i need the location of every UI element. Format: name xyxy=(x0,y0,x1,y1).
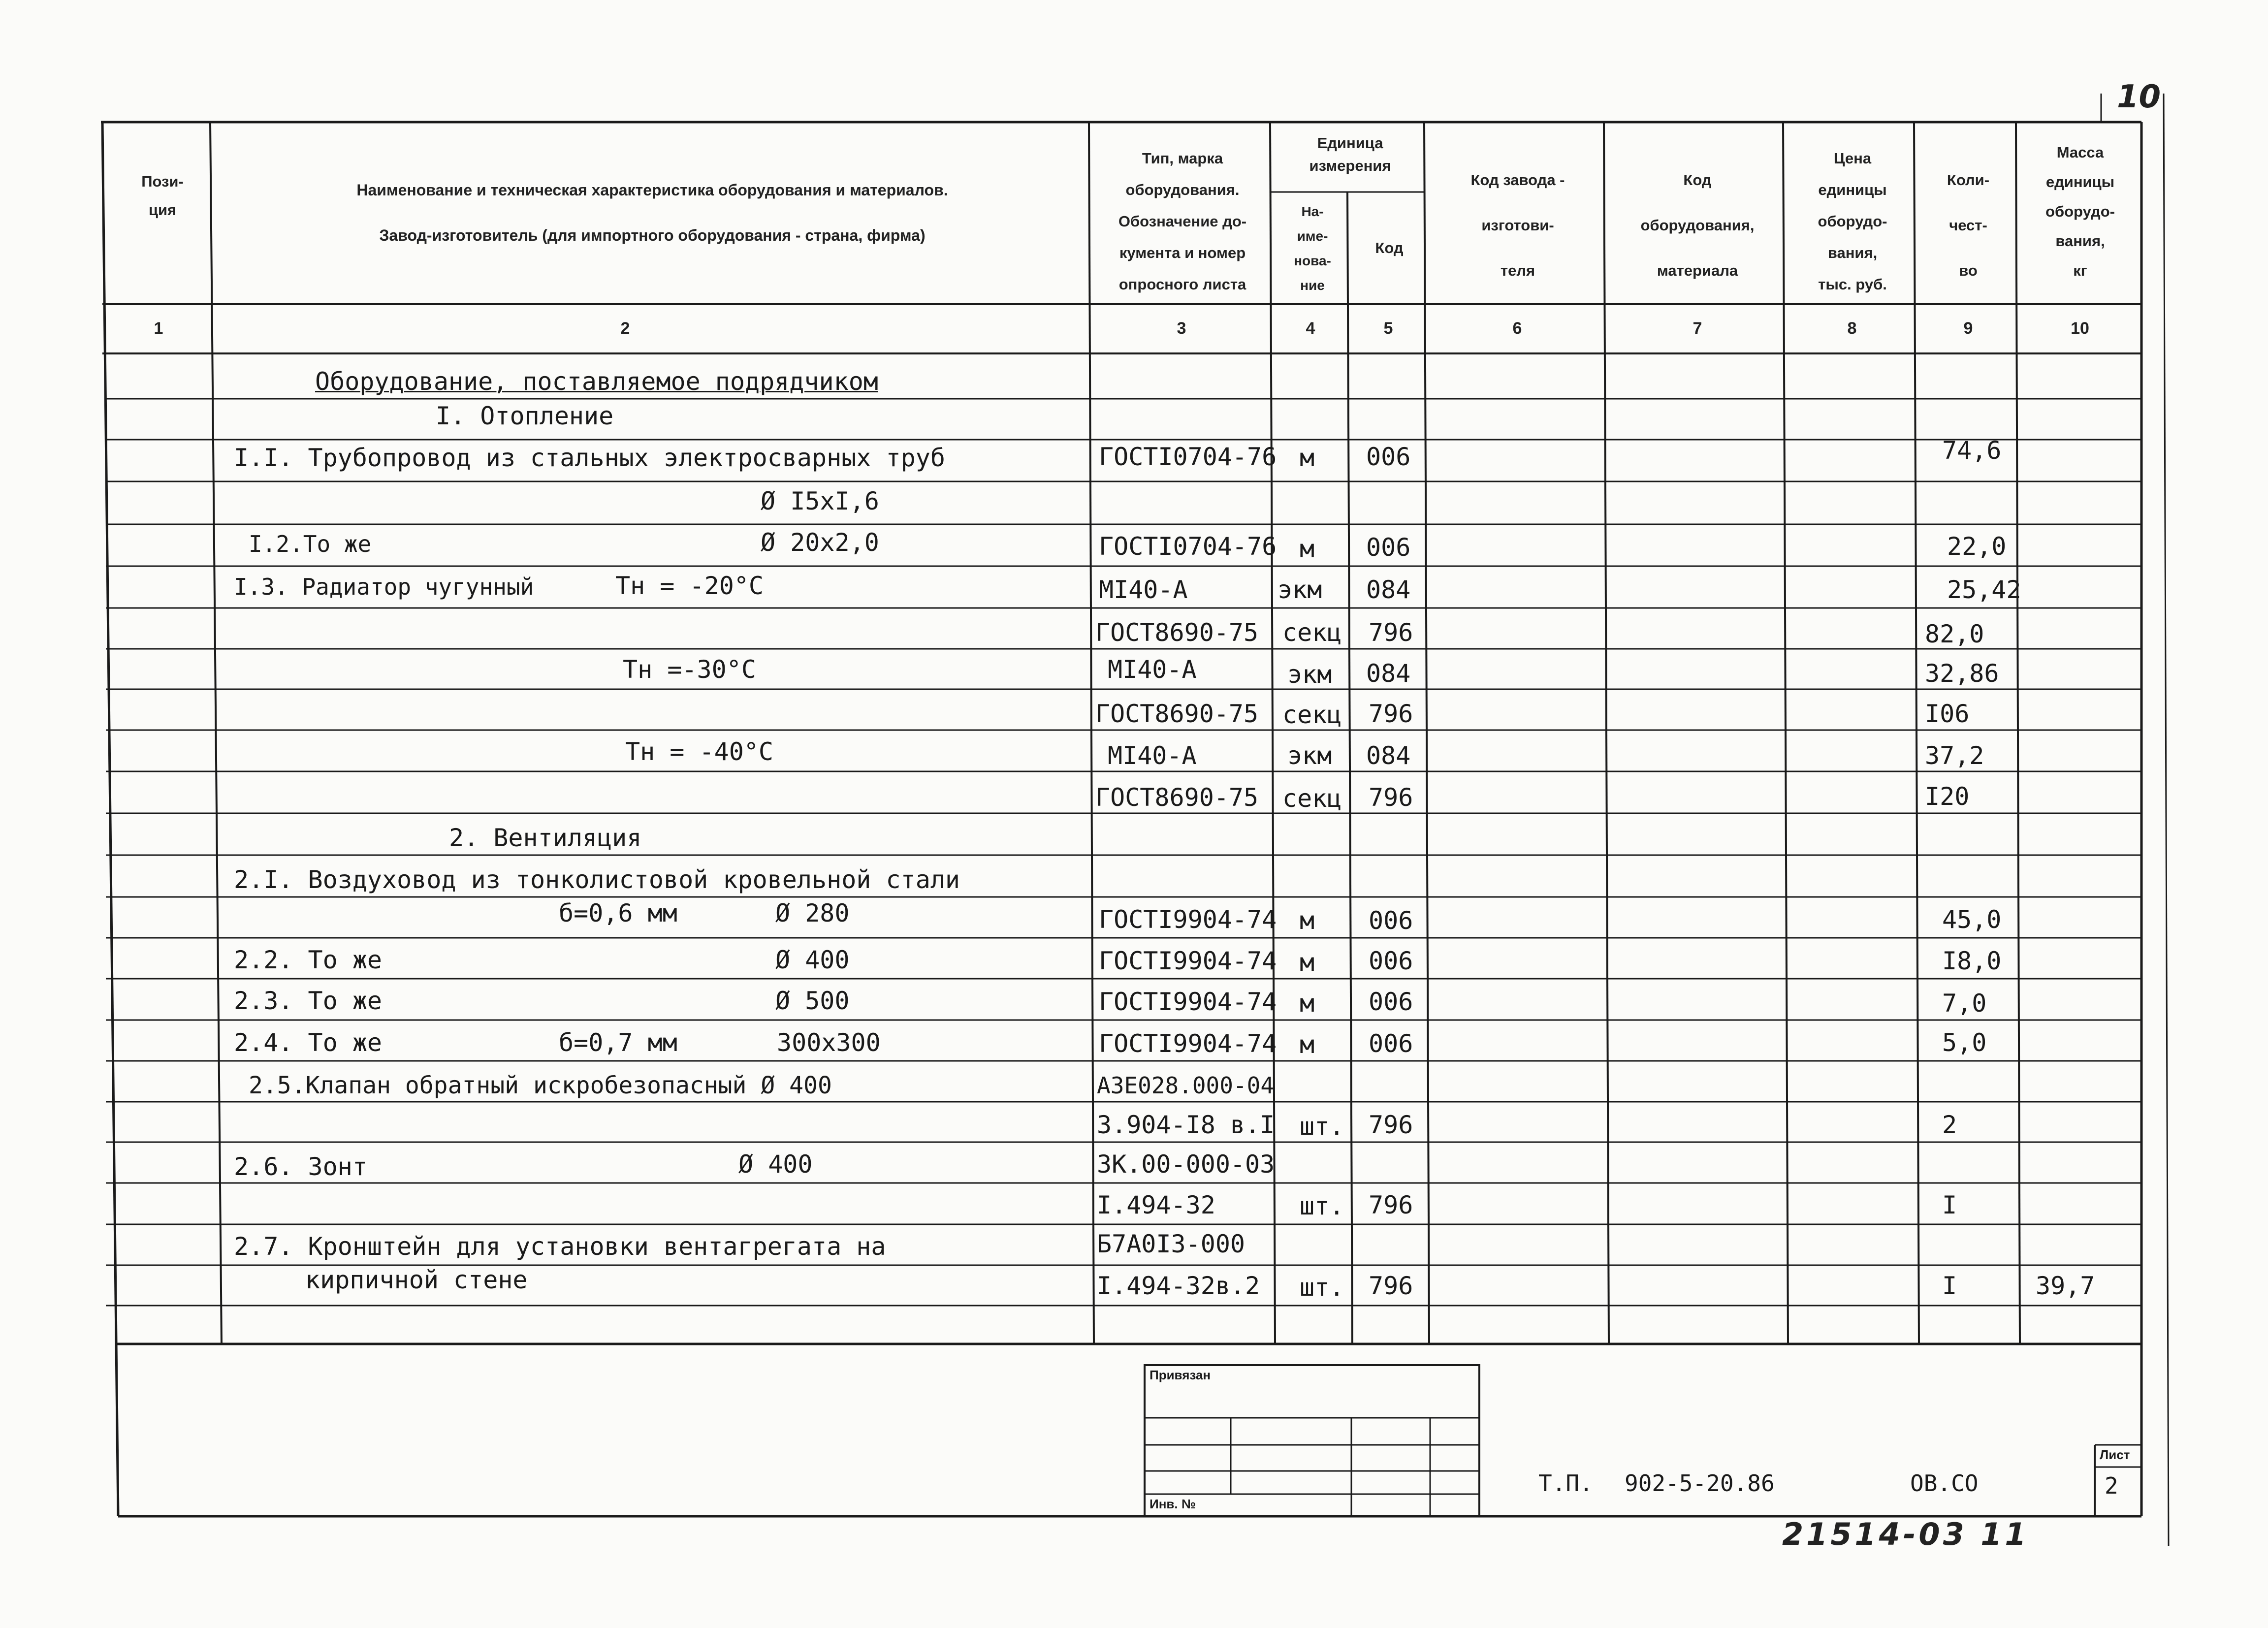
row-code: 084 xyxy=(1366,659,1411,688)
row-name: 2.3. То же xyxy=(234,987,383,1015)
row-qty: I8,0 xyxy=(1942,947,2002,975)
doc-number: 902-5-20.86 xyxy=(1625,1470,1775,1497)
row-doc: АЗЕ028.000-04 xyxy=(1097,1072,1275,1099)
row-name: 2.4. То же xyxy=(234,1028,383,1057)
row-unit: м xyxy=(1300,444,1315,472)
header-line: нова- xyxy=(1294,253,1331,268)
row-code: 796 xyxy=(1369,700,1413,728)
row-name: I.3. Радиатор чугунный xyxy=(234,574,534,600)
row-code: 084 xyxy=(1366,575,1411,604)
row-code: 006 xyxy=(1369,988,1413,1016)
header-position xyxy=(116,167,209,224)
row-name-extra: Ø I5xI,6 xyxy=(761,487,879,515)
row-code: 796 xyxy=(1369,618,1413,647)
column-number: 6 xyxy=(1512,319,1522,338)
row-unit: м xyxy=(1300,1030,1315,1059)
inv-number-label: Инв. № xyxy=(1150,1497,1196,1511)
header-price xyxy=(1788,143,1917,300)
header-line: Код завода - xyxy=(1470,171,1565,189)
row-qty: 32,86 xyxy=(1925,659,1999,688)
column-number: 2 xyxy=(620,319,630,338)
row-code: 796 xyxy=(1369,1191,1413,1219)
header-line: На- xyxy=(1301,204,1324,219)
header-line: Коли- xyxy=(1947,171,1990,189)
row-name-extra: Ø 400 xyxy=(775,946,850,974)
handwritten-inventory-number: 21514-03 11 xyxy=(1782,1516,2029,1552)
header-line: Обозначение до- xyxy=(1118,213,1247,230)
row-qty: 7,0 xyxy=(1942,989,1987,1018)
row-unit: шт. xyxy=(1300,1192,1344,1220)
row-doc: ГОСТI9904-74 xyxy=(1099,988,1277,1016)
row-qty: I xyxy=(1942,1272,1957,1300)
column-number: 4 xyxy=(1306,319,1315,338)
header-line: оборудо- xyxy=(2045,203,2115,220)
row-doc: МI40-А xyxy=(1108,655,1197,684)
section-title: Оборудование, поставляемое подрядчиком xyxy=(315,367,878,396)
row-name-extra: Ø 20x2,0 xyxy=(761,528,879,557)
row-name: 2.2. То же xyxy=(234,946,383,974)
header-line: кумента и номер xyxy=(1119,244,1246,261)
header-line: теля xyxy=(1500,262,1535,279)
subsection-title: 2. Вентиляция xyxy=(449,824,642,852)
column-number: 1 xyxy=(154,319,163,338)
row-code: 796 xyxy=(1369,1272,1413,1300)
row-qty: 2 xyxy=(1942,1111,1957,1139)
row-code: 006 xyxy=(1366,443,1411,471)
row-unit: экм xyxy=(1287,660,1332,689)
header-type xyxy=(1094,143,1271,300)
row-name: 2.6. Зонт xyxy=(234,1152,367,1181)
privyazan-label: Привязан xyxy=(1150,1368,1211,1382)
column-number: 10 xyxy=(2071,319,2089,338)
header-line: ние xyxy=(1300,278,1325,293)
row-unit: м xyxy=(1300,948,1315,977)
row-name-extra: Тн = -40°С xyxy=(625,737,774,766)
header-line: Масса xyxy=(2056,144,2104,161)
row-qty: 5,0 xyxy=(1942,1028,1987,1057)
header-equipment-code xyxy=(1609,158,1786,293)
row-qty: 25,42 xyxy=(1947,575,2021,604)
header-line: во xyxy=(1959,262,1978,279)
header-line: изготови- xyxy=(1481,217,1554,234)
row-code: 084 xyxy=(1366,741,1411,770)
header-line: кг xyxy=(2073,262,2087,279)
column-number: 9 xyxy=(1963,319,1973,338)
row-doc: МI40-А xyxy=(1108,741,1197,770)
row-doc: ГОСТ8690-75 xyxy=(1095,783,1259,812)
column-number: 3 xyxy=(1177,319,1186,338)
row-doc: I.494-32в.2 xyxy=(1097,1272,1260,1300)
row-code: 006 xyxy=(1369,906,1413,935)
row-doc: 3.904-I8 в.I xyxy=(1097,1111,1275,1139)
row-unit: м xyxy=(1300,989,1315,1018)
row-code: 006 xyxy=(1366,533,1411,562)
row-doc: ГОСТI9904-74 xyxy=(1099,1029,1277,1058)
row-qty: I xyxy=(1942,1191,1957,1219)
row-qty: 82,0 xyxy=(1925,620,1984,648)
header-line: Наименование и техническая характеристика оборудования и материалов. xyxy=(356,181,948,199)
row-doc: ГОСТI0704-76 xyxy=(1099,443,1277,471)
header-factory-code xyxy=(1429,158,1606,293)
header-line: име- xyxy=(1297,228,1328,244)
row-doc: I.494-32 xyxy=(1097,1191,1215,1219)
row-name-extra: Ø 400 xyxy=(738,1150,813,1179)
row-qty: 37,2 xyxy=(1925,741,1984,770)
row-mass: 39,7 xyxy=(2036,1272,2095,1300)
row-unit: секц xyxy=(1282,618,1342,647)
row-name: б=0,6 мм xyxy=(559,899,677,927)
row-doc: ГОСТ8690-75 xyxy=(1095,700,1259,728)
handwritten-page-number: 10 xyxy=(2117,79,2161,115)
header-name xyxy=(222,167,1083,258)
row-doc: ГОСТI9904-74 xyxy=(1099,947,1277,975)
header-line: вания, xyxy=(2055,232,2105,250)
header-line: Завод-изготовитель (для импортного оборудования - страна, фирма) xyxy=(379,226,926,244)
row-doc: ГОСТ8690-75 xyxy=(1095,618,1259,647)
row-name-extra: Тн =-30°С xyxy=(623,655,756,684)
column-number: 7 xyxy=(1693,319,1702,338)
row-name-extra: 300x300 xyxy=(777,1028,881,1057)
row-qty: 74,6 xyxy=(1942,436,2002,465)
row-name-extra: Ø 500 xyxy=(775,987,850,1015)
row-name-extra: Тн = -20°С xyxy=(615,572,764,600)
row-name: кирпичной стене xyxy=(305,1266,528,1294)
header-line: опросного листа xyxy=(1118,276,1246,293)
row-unit: экм xyxy=(1278,575,1322,604)
row-name: I.2.То же xyxy=(249,531,372,557)
row-doc: МI40-А xyxy=(1099,575,1188,604)
doc-code: Т.П. xyxy=(1538,1470,1593,1497)
header-quantity xyxy=(1919,158,2017,293)
header-line: Пози- xyxy=(141,173,184,190)
header-line: Код xyxy=(1683,171,1712,189)
header-line: оборудо- xyxy=(1818,213,1887,230)
row-qty: I06 xyxy=(1925,700,1970,728)
row-doc: Б7А0I3-000 xyxy=(1097,1230,1246,1258)
row-name-extra: Ø 280 xyxy=(775,899,850,927)
header-line: единицы xyxy=(2045,173,2115,191)
header-line: ция xyxy=(148,201,177,219)
row-unit: м xyxy=(1300,906,1315,935)
column-number: 8 xyxy=(1847,319,1857,338)
row-name: 2.I. Воздуховод из тонколистовой кровельной стали xyxy=(234,865,960,894)
row-unit: шт. xyxy=(1300,1112,1344,1141)
header-line: оборудования, xyxy=(1640,217,1755,234)
subsection-title: I. Отопление xyxy=(436,402,614,430)
row-doc: ГОСТI9904-74 xyxy=(1099,905,1277,934)
header-line: тыс. руб. xyxy=(1818,276,1887,293)
header-unit xyxy=(1275,132,1425,177)
row-code: 006 xyxy=(1369,947,1413,975)
row-unit: экм xyxy=(1287,741,1332,770)
header-line: измерения xyxy=(1309,157,1391,174)
row-code: 006 xyxy=(1369,1029,1413,1058)
header-line: чест- xyxy=(1949,217,1987,234)
header-line: единицы xyxy=(1818,181,1887,198)
header-line: оборудования. xyxy=(1125,181,1240,198)
header-line: Единица xyxy=(1317,134,1383,152)
row-unit: секц xyxy=(1282,784,1342,813)
header-line: Цена xyxy=(1833,150,1872,167)
header-line: Тип, марка xyxy=(1142,150,1223,167)
row-doc: ГОСТI0704-76 xyxy=(1099,532,1277,561)
header-line: Код xyxy=(1375,239,1404,256)
header-line: материала xyxy=(1657,262,1738,279)
row-qty: I20 xyxy=(1925,782,1970,811)
row-name: I.I. Трубопровод из стальных электросварных труб xyxy=(234,444,945,472)
sheet-number: 2 xyxy=(2105,1472,2118,1499)
row-qty: 22,0 xyxy=(1947,532,2007,561)
row-unit: шт. xyxy=(1300,1273,1344,1302)
row-doc: ЗК.00-000-03 xyxy=(1097,1150,1275,1179)
row-qty: 45,0 xyxy=(1942,905,2002,934)
sheet-label: Лист xyxy=(2100,1447,2130,1462)
row-unit: м xyxy=(1300,535,1315,563)
row-code: 796 xyxy=(1369,783,1413,812)
row-code: 796 xyxy=(1369,1111,1413,1139)
row-name-mid: б=0,7 мм xyxy=(559,1028,677,1057)
header-unit-name xyxy=(1275,199,1350,298)
header-unit-code xyxy=(1352,234,1426,262)
header-mass xyxy=(2020,138,2140,286)
header-line: вания, xyxy=(1827,244,1878,261)
row-unit: секц xyxy=(1282,701,1342,729)
row-name: 2.5.Клапан обратный искробезопасный Ø 400 xyxy=(249,1072,832,1099)
doc-mark: ОВ.СО xyxy=(1910,1470,1979,1497)
row-name: 2.7. Кронштейн для установки вентагрегата на xyxy=(234,1232,886,1261)
column-number: 5 xyxy=(1383,319,1393,338)
